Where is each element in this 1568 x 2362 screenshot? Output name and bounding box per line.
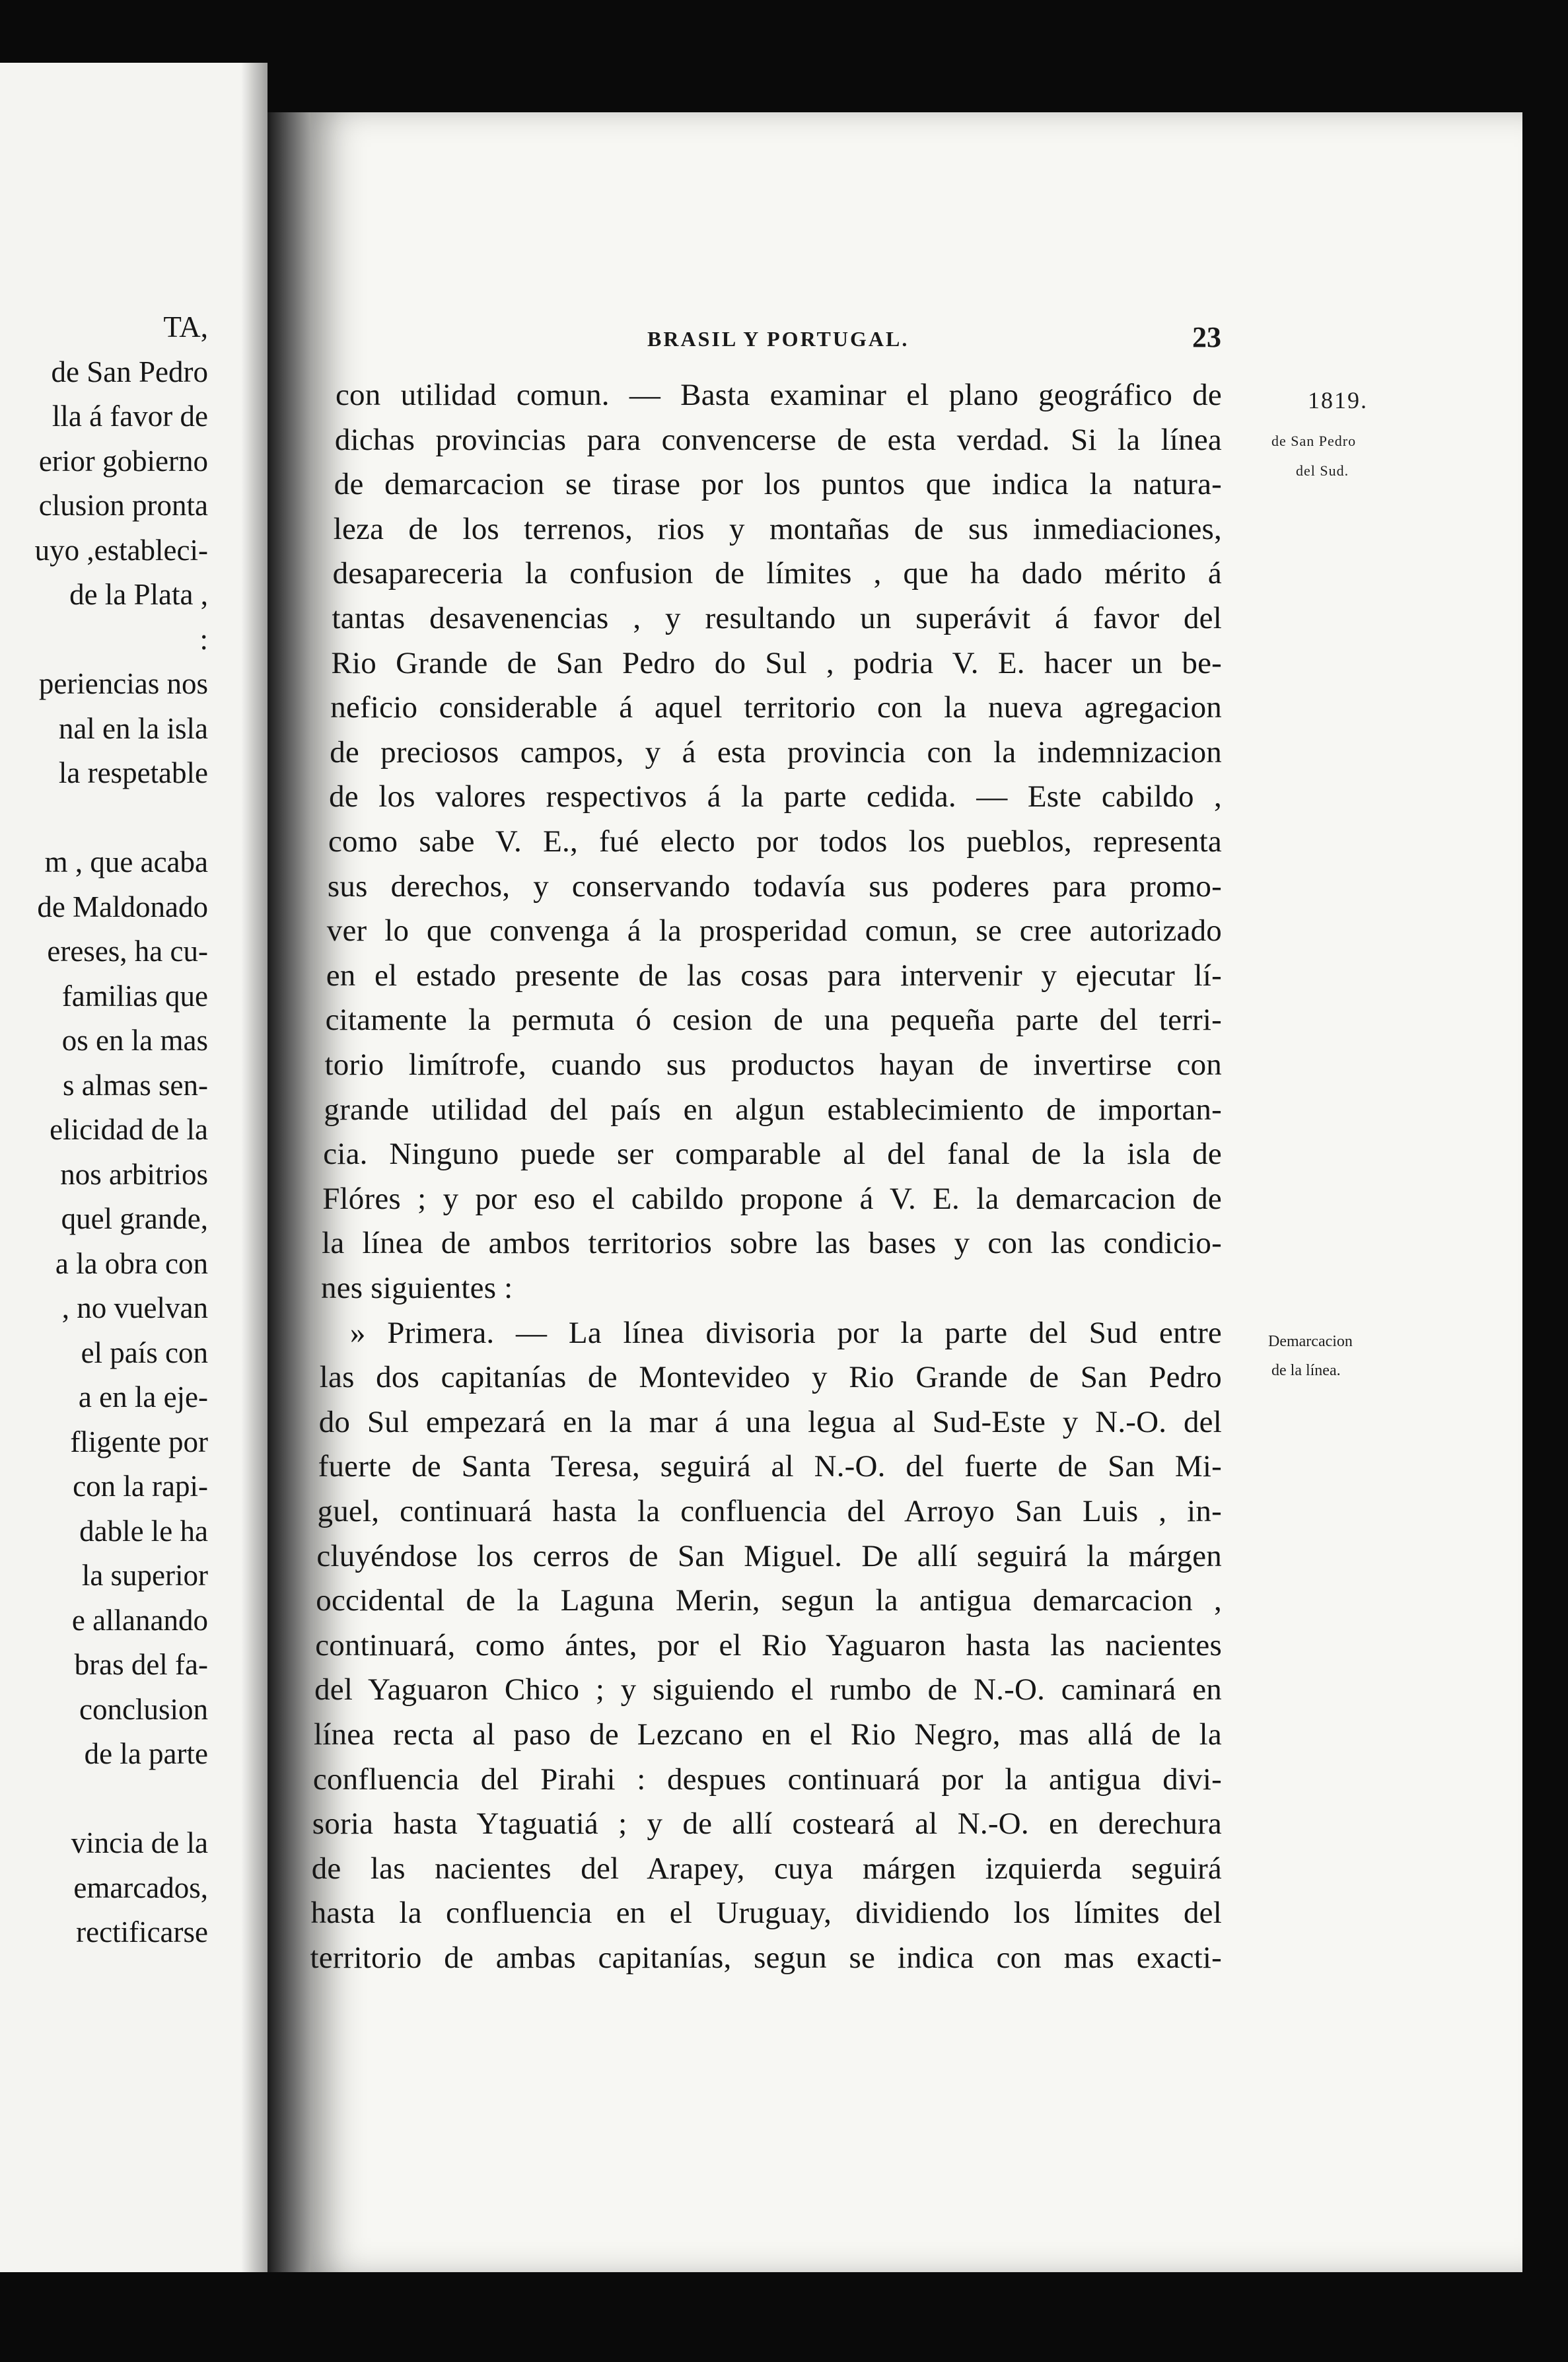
- left-page-line: emarcados,: [73, 1871, 208, 1904]
- left-page-line: dable le ha: [79, 1514, 208, 1548]
- body-line: como sabe V. E., fué electo por todos los pueblos, representa: [328, 824, 1222, 859]
- left-page-line: :: [199, 622, 208, 656]
- body-line: Rio Grande de San Pedro do Sul , podria V. E. hacer un be-: [331, 645, 1222, 680]
- left-page-line: familias que: [61, 979, 208, 1013]
- body-line: Flóres ; y por eso el cabildo propone á V. E. la demarcacion de: [322, 1181, 1222, 1216]
- left-page-line: con la rapi-: [73, 1470, 208, 1503]
- body-line: la línea de ambos territorios sobre las bases y con las condicio-: [322, 1226, 1222, 1261]
- left-page-line: el país con: [81, 1336, 208, 1369]
- left-page-line: m , que acaba: [44, 845, 208, 878]
- body-line: desapareceria la confusion de límites , que ha dado mérito á: [332, 556, 1222, 591]
- body-line: línea recta al paso de Lezcano en el Rio Negro, mas allá de la: [314, 1717, 1222, 1752]
- running-head: BRASIL Y PORTUGAL.: [647, 327, 909, 351]
- body-line: » Primera. — La línea divisoria por la parte del Sud entre: [349, 1315, 1222, 1350]
- body-line: cia. Ninguno puede ser comparable al del fanal de la isla de: [323, 1137, 1222, 1172]
- body-line: do Sul empezará en la mar á una legua al Sud-Este y N.-O. del: [318, 1404, 1222, 1439]
- body-line: continuará, como ántes, por el Rio Yaguaron hasta las nacientes: [315, 1628, 1222, 1663]
- margin-note: de San Pedro: [1271, 433, 1357, 449]
- body-line: dichas provincias para convencerse de esta verdad. Si la línea: [334, 422, 1222, 457]
- left-page-line: conclusion: [79, 1692, 208, 1726]
- body-line: cluyéndose los cerros de San Miguel. De allí seguirá la márgen: [316, 1538, 1222, 1573]
- left-page-line: elicidad de la: [50, 1113, 208, 1146]
- body-line: sus derechos, y conservando todavía sus poderes para promo-: [327, 869, 1222, 904]
- left-page-line: de la parte: [84, 1737, 208, 1770]
- body-line: ver lo que convenga á la prosperidad comun, se cree autorizado: [326, 913, 1222, 948]
- body-line: leza de los terrenos, rios y montañas de sus inmediaciones,: [333, 511, 1222, 546]
- scan-frame-right: [1522, 0, 1568, 2362]
- body-line: territorio de ambas capitanías, segun se indica con mas exacti-: [310, 1941, 1222, 1975]
- body-line: con utilidad comun. — Basta examinar el plano geográfico de: [336, 378, 1222, 412]
- left-page: [0, 63, 267, 2275]
- body-line: de demarcacion se tirase por los puntos que indica la natura-: [334, 467, 1222, 502]
- body-line: confluencia del Pirahi : despues continuará por la antigua divi-: [312, 1762, 1222, 1797]
- left-page-gutter-shadow: [241, 63, 267, 2275]
- left-page-line: la respetable: [58, 756, 208, 789]
- left-page-line: a la obra con: [55, 1246, 208, 1280]
- body-line: guel, continuará hasta la confluencia del Arroyo San Luis , in-: [317, 1494, 1222, 1528]
- body-line: citamente la permuta ó cesion de una pequeña parte del terri-: [325, 1003, 1222, 1038]
- left-page-line: nos arbitrios: [60, 1157, 208, 1191]
- left-page-line: lla á favor de: [52, 400, 208, 433]
- body-line: del Yaguaron Chico ; y siguiendo el rumbo de N.-O. caminará en: [314, 1672, 1222, 1707]
- body-line: grande utilidad del país en algun establecimiento de importan-: [324, 1092, 1222, 1127]
- body-line: de las nacientes del Arapey, cuya márgen izquierda seguirá: [311, 1851, 1222, 1886]
- left-page-line: la superior: [81, 1559, 208, 1592]
- left-page-line: bras del fa-: [74, 1648, 208, 1681]
- body-line: soria hasta Ytaguatiá ; y de allí costeará al N.-O. en derechura: [312, 1807, 1222, 1842]
- body-line: de preciosos campos, y á esta provincia con la indemnizacion: [330, 734, 1222, 769]
- left-page-line: , no vuelvan: [61, 1291, 208, 1324]
- body-line: hasta la confluencia en el Uruguay, dividiendo los límites del: [310, 1896, 1222, 1931]
- body-line: torio limítrofe, cuando sus productos hayan de invertirse con: [324, 1048, 1222, 1082]
- body-line: de los valores respectivos á la parte cedida. — Este cabildo ,: [329, 779, 1222, 814]
- margin-note: del Sud.: [1296, 462, 1349, 479]
- left-page-line: a en la eje-: [78, 1380, 208, 1414]
- left-page-line: s almas sen-: [63, 1068, 208, 1102]
- left-page-line: de la Plata ,: [69, 578, 208, 611]
- body-line: tantas desavenencias , y resultando un superávit á favor del: [332, 601, 1222, 635]
- left-page-line: nal en la isla: [58, 711, 208, 745]
- body-line: neficio considerable á aquel territorio con la nueva agregacion: [330, 690, 1222, 725]
- scan-frame-bottom: [0, 2272, 1568, 2362]
- left-page-line: clusion pronta: [38, 489, 208, 522]
- left-page-line: e allanando: [71, 1603, 208, 1637]
- left-page-line: ereses, ha cu-: [47, 935, 208, 968]
- left-page-line: periencias nos: [38, 667, 208, 700]
- left-page-line: uyo ,estableci-: [34, 533, 208, 567]
- margin-note: Demarcacion: [1268, 1333, 1353, 1350]
- left-page-line: erior gobierno: [38, 444, 208, 478]
- left-page-line: de Maldonado: [37, 890, 208, 923]
- page-number: 23: [1192, 321, 1221, 353]
- margin-note-year: 1819.: [1308, 387, 1368, 413]
- left-page-line: quel grande,: [61, 1202, 208, 1235]
- left-page-line: de San Pedro: [51, 355, 208, 388]
- body-line: fuerte de Santa Teresa, seguirá al N.-O. del fuerte de San Mi-: [318, 1449, 1222, 1484]
- left-page-line: fligente por: [70, 1425, 208, 1458]
- body-line: las dos capitanías de Montevideo y Rio Grande de San Pedro: [319, 1360, 1222, 1395]
- body-line: en el estado presente de las cosas para intervenir y ejecutar lí-: [326, 958, 1222, 993]
- margin-note: de la línea.: [1271, 1362, 1341, 1379]
- left-page-line: rectificarse: [76, 1915, 208, 1949]
- body-line: occidental de la Laguna Merin, segun la antigua demarcacion ,: [316, 1583, 1222, 1618]
- left-page-line: TA,: [163, 310, 208, 343]
- scan-frame-top: [267, 0, 1522, 112]
- left-page-line: vincia de la: [71, 1826, 208, 1859]
- body-line: nes siguientes :: [321, 1271, 513, 1305]
- left-page-line: os en la mas: [61, 1024, 208, 1057]
